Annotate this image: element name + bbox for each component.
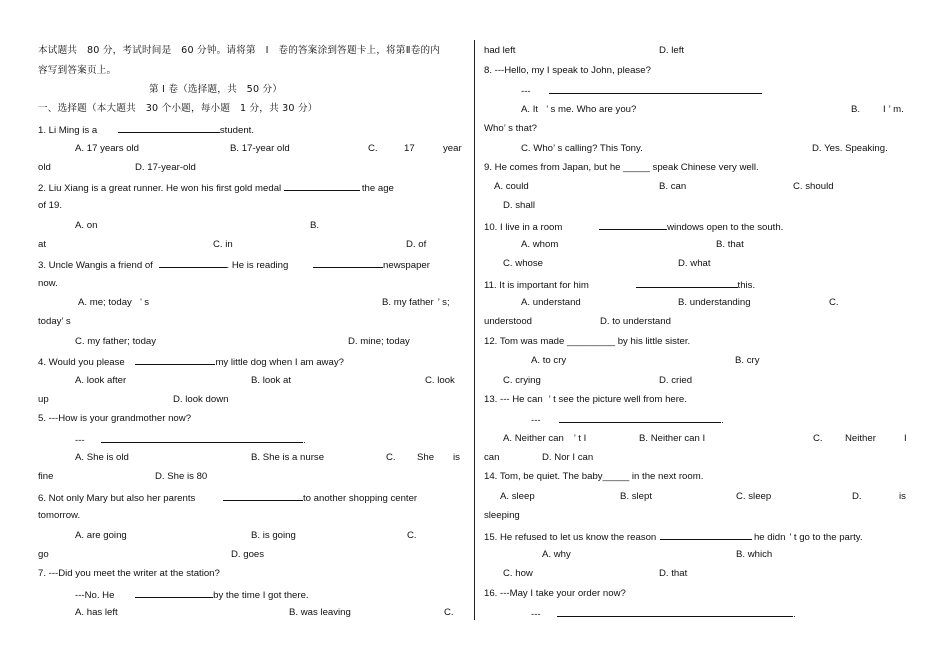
- part-title: 一、选择题（本大题共 30 个小题，每小题 1 分，共 30 分）: [38, 103, 318, 114]
- option-c-text: had left: [484, 45, 516, 56]
- option-a: A. why: [542, 549, 571, 560]
- instruction-line-1: 本试题共 80 分，考试时间是 60 分钟。请将第 I 卷的答案涂到答题卡上，将第Ⅱ卷的内: [38, 45, 441, 56]
- option-c: C. how: [503, 568, 533, 579]
- option-b: B. look at: [251, 375, 291, 386]
- option-d-text: is: [899, 491, 906, 502]
- question-4: 4. Would you please my little dog when I am away?: [38, 357, 344, 368]
- option-c: C. look: [425, 375, 455, 386]
- question-13: 13. --- He can ’ t see the picture well from here.: [484, 394, 687, 405]
- option-c-text: understood: [484, 316, 533, 327]
- option-a: A. look after: [75, 375, 127, 386]
- option-d: D. Nor I can: [542, 452, 594, 463]
- question-9: 9. He comes from Japan, but he _____ speak Chinese very well.: [484, 162, 759, 173]
- option-d: D. to understand: [600, 316, 671, 327]
- answer-blank: [557, 607, 793, 617]
- option-b: B. can: [659, 181, 687, 192]
- option-b-text: at: [38, 239, 47, 250]
- answer-blank: [135, 355, 215, 365]
- option-c: C.: [829, 297, 839, 308]
- option-c: C. in: [213, 239, 233, 250]
- option-d: D. mine; today: [348, 336, 410, 347]
- option-c: C. sleep: [736, 491, 772, 502]
- question-3: 3. Uncle Wangis a friend of . He is reading newspaper: [38, 260, 430, 271]
- option-b: B. She is a nurse: [251, 452, 325, 463]
- question-16: 16. ---May I take your order now?: [484, 588, 626, 599]
- option-d: D.: [852, 491, 862, 502]
- answer-blank: [549, 84, 762, 94]
- answer-blank: [223, 491, 303, 501]
- question-15: 15. He refused to let us know the reason he didn ’ t go to the party.: [484, 532, 863, 543]
- option-b: B. Neither can I: [639, 433, 706, 444]
- option-d: D. goes: [231, 549, 265, 560]
- question-11: 11. It is important for him this.: [484, 280, 756, 291]
- question-2-cont: of 19.: [38, 200, 63, 211]
- option-d: D. She is 80: [155, 471, 208, 482]
- option-c: C. whose: [503, 258, 543, 269]
- answer-blank: [636, 278, 738, 288]
- option-d: D. Yes. Speaking.: [812, 143, 888, 154]
- option-c: C. my father; today: [75, 336, 157, 347]
- option-a: A. Neither can ’ t I: [503, 433, 587, 444]
- option-b: B. slept: [620, 491, 652, 502]
- answer-blank: [559, 413, 721, 423]
- option-a: A. to cry: [531, 355, 567, 366]
- option-b: B. cry: [735, 355, 760, 366]
- answer-blank: [159, 258, 227, 268]
- option-d: D. 17-year-old: [135, 162, 196, 173]
- question-7-line-2: ---No. He by the time I got there.: [75, 590, 309, 601]
- option-c: C. crying: [503, 375, 541, 386]
- option-c: C.: [444, 607, 454, 618]
- column-divider: [474, 40, 475, 620]
- option-c-text: go: [38, 549, 49, 560]
- option-b: B.: [851, 104, 861, 115]
- option-c-text: fine: [38, 471, 54, 482]
- option-b: B. is going: [251, 530, 296, 541]
- option-c-text: I: [904, 433, 907, 444]
- option-c-text: year: [443, 143, 462, 154]
- option-b-text: I ’ m.: [883, 104, 904, 115]
- option-a: A. 17 years old: [75, 143, 139, 154]
- answer-blank: [101, 433, 303, 443]
- option-d: D. what: [678, 258, 711, 269]
- answer-blank: [135, 588, 213, 598]
- option-a: A. are going: [75, 530, 127, 541]
- option-b-text: Who’ s that?: [484, 123, 537, 134]
- question-6: 6. Not only Mary but also her parents to another shopping center: [38, 493, 418, 504]
- option-a: A. whom: [521, 239, 559, 250]
- option-b-text: today’ s: [38, 316, 71, 327]
- option-c: C.: [813, 433, 823, 444]
- question-8: 8. ---Hello, my I speak to John, please?: [484, 65, 651, 76]
- option-c-text: is: [453, 452, 460, 463]
- option-b: B. my father ’ s;: [382, 297, 450, 308]
- option-b: B. was leaving: [289, 607, 351, 618]
- option-b: B. which: [736, 549, 773, 560]
- answer-dash-line: ---: [521, 84, 762, 98]
- option-a: A. on: [75, 220, 98, 231]
- answer-dash-line: --- .: [531, 609, 796, 620]
- option-d-text: sleeping: [484, 510, 520, 521]
- answer-blank: [284, 181, 360, 191]
- question-1: 1. Li Ming is a student.: [38, 125, 255, 136]
- option-c-text: can: [484, 452, 500, 463]
- answer-blank: [660, 530, 752, 540]
- question-12: 12. Tom was made _________ by his little sister.: [484, 336, 691, 347]
- option-c-text: up: [38, 394, 49, 405]
- option-b: B. understanding: [678, 297, 751, 308]
- option-d: D. cried: [659, 375, 693, 386]
- option-b: B.: [310, 220, 320, 231]
- option-a: A. me; today ’ s: [78, 297, 150, 308]
- answer-dash-line: --- .: [531, 415, 724, 426]
- question-14: 14. Tom, be quiet. The baby_____ in the next room.: [484, 471, 704, 482]
- question-7: 7. ---Did you meet the writer at the station?: [38, 568, 220, 579]
- question-6-cont: tomorrow.: [38, 510, 81, 521]
- option-c-text: Neither: [845, 433, 876, 444]
- option-a: A. has left: [75, 607, 118, 618]
- section-title: 第 I 卷（选择题，共 50 分）: [149, 84, 283, 95]
- option-c: C. Who’ s calling? This Tony.: [521, 143, 643, 154]
- option-c: C.: [368, 143, 378, 154]
- answer-blank: [599, 220, 667, 230]
- option-b: B. that: [716, 239, 744, 250]
- option-d: D. of: [406, 239, 427, 250]
- option-a: A. It ’ s me. Who are you?: [521, 104, 637, 115]
- option-a: A. could: [494, 181, 529, 192]
- option-d: D. left: [659, 45, 685, 56]
- option-a: A. understand: [521, 297, 581, 308]
- answer-blank: [118, 123, 220, 133]
- answer-dash-line: --- .: [75, 435, 306, 446]
- option-c-text: 17: [404, 143, 415, 154]
- question-5: 5. ---How is your grandmother now?: [38, 413, 192, 424]
- option-c-text: old: [38, 162, 51, 173]
- option-d: D. look down: [173, 394, 229, 405]
- question-3-cont: now.: [38, 278, 58, 289]
- option-a: A. She is old: [75, 452, 129, 463]
- option-d: D. shall: [503, 200, 535, 211]
- option-c: C. should: [793, 181, 834, 192]
- option-d: D. that: [659, 568, 688, 579]
- option-c: C.: [386, 452, 396, 463]
- option-a: A. sleep: [500, 491, 535, 502]
- question-10: 10. I live in a room windows open to the south.: [484, 222, 784, 233]
- answer-blank: [313, 258, 383, 268]
- option-c-text: She: [417, 452, 435, 463]
- option-c: C.: [407, 530, 417, 541]
- option-b: B. 17-year old: [230, 143, 290, 154]
- instruction-line-2: 容写到答案页上。: [38, 65, 117, 76]
- question-2: 2. Liu Xiang is a great runner. He won his first gold medal the age: [38, 183, 394, 194]
